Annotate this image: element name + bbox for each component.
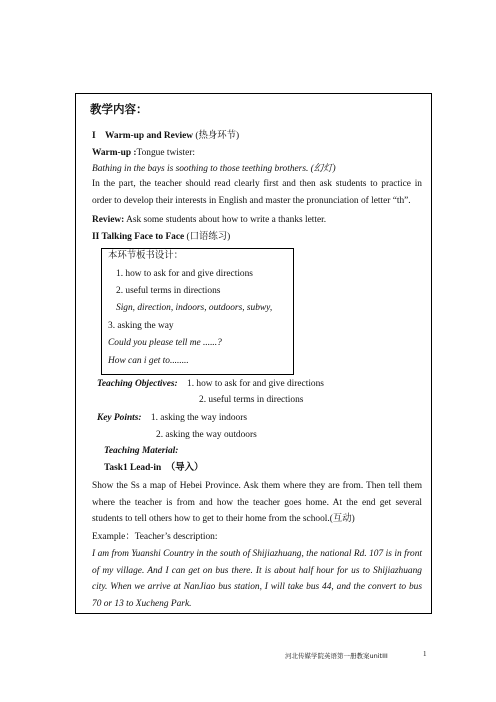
section1-heading: I Warm-up and Review (热身环节) (92, 131, 240, 141)
keypoint-2: 2. asking the way outdoors (156, 430, 257, 440)
section2-heading: II Talking Face to Face (口语练习) (92, 232, 231, 242)
task1-heading: Task1 Lead-in （导入） (104, 462, 204, 473)
page-title: 教学内容： (90, 102, 148, 116)
page-footer: 河北传媒学院英语第一册教案unitIII (285, 652, 388, 660)
board-item-1: 1. how to ask for and give directions (116, 269, 253, 279)
board-item-2: 2. useful terms in directions (116, 286, 221, 296)
page-number: 1 (423, 650, 427, 658)
board-terms: Sign, direction, indoors, outdoors, subwy, (116, 303, 273, 313)
example-label: Example：Teacher’s description: (92, 532, 218, 542)
board-title: 本环节板书设计： (108, 251, 184, 261)
objective-2: 2. useful terms in directions (199, 395, 304, 405)
board-question-1: Could you please tell me ......? (108, 338, 222, 348)
board-question-2: How can i get to........ (108, 356, 189, 366)
review-line: Review: Ask some students about how to write a thanks letter. (92, 215, 327, 225)
objectives-line: Teaching Objectives: 1. how to ask for and give directions (97, 379, 324, 389)
tongue-twister: Bathing in the bays is soothing to those teething brothers. (幻灯) (92, 164, 336, 174)
warmup-paragraph: In the part, the teacher should read clearly first and then ask students to practice in order to develop their interests in English and master the pronunciation of letter “th”. (92, 179, 422, 206)
task1-paragraph: Show the Ss a map of Hebei Province. Ask them where they are from. Then tell them where the teacher is from and how the teacher goes home. At the end get several students to tell others how to get to their home from the school.(互动) (92, 481, 422, 525)
example-paragraph: I am from Yuanshi Country in the south of Shijiazhuang, the national Rd. 107 is in front of my village. And I can get on bus there. It is about half hour for us to Shijiazhuang city. When we arrive at NanJiao bus station, I will take bus 44, and the convert to bus 70 or 13 to Xucheng Park. (92, 549, 422, 609)
keypoints-line: Key Points: 1. asking the way indoors (97, 413, 247, 423)
board-item-3: 3. asking the way (108, 321, 174, 331)
warmup-line: Warm-up :Tongue twister: (92, 148, 195, 158)
material-label: Teaching Material: (104, 446, 179, 456)
